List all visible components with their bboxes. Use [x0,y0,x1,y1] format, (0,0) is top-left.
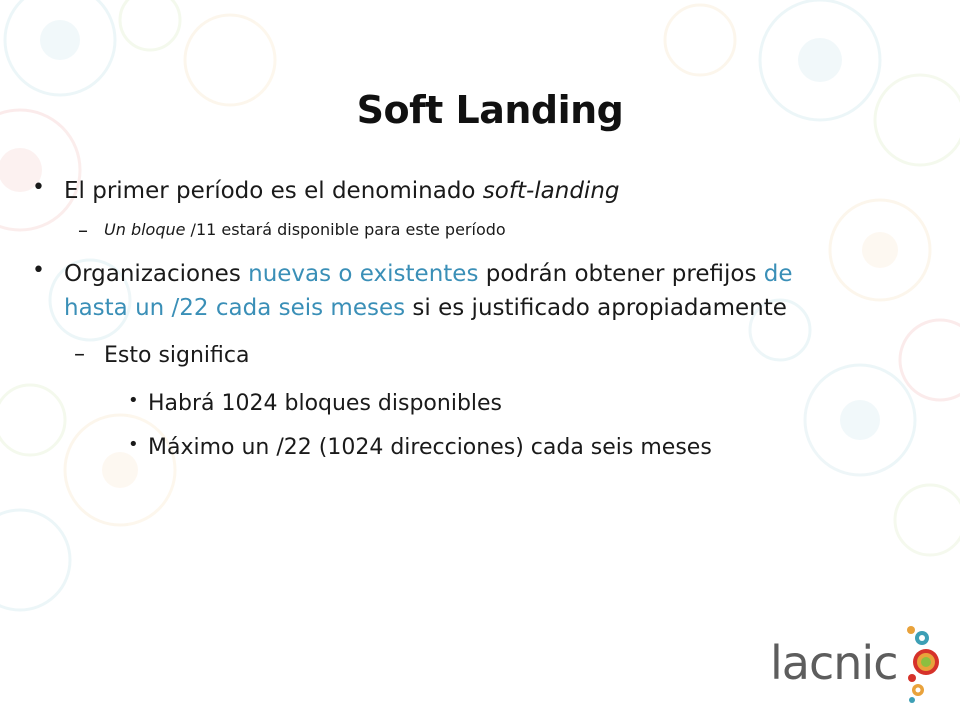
bullet-1 [64,175,620,207]
logo-wordmark: lacnic [770,636,898,690]
dash-marker: – [74,342,85,367]
sub-sub-bullet-1 [148,389,502,419]
bullet-2-part-1: Organizaciones [64,261,249,287]
bullet-2-line-1 [64,258,793,290]
bullet-1-text: El primer período es el denominado [64,178,483,204]
sub-sub-bullet-2-text: Máximo un /22 (1024 direcciones) cada seis meses [148,435,712,460]
bullet-2-line-2 [64,292,787,324]
bullet-2-accent-1: nuevas o existentes [248,261,479,287]
logo-dots-icon [770,618,950,708]
bullet-2-accent-3: hasta un /22 cada seis meses [64,295,406,321]
sub-bullet-1-italic: Un bloque [104,220,186,239]
bullet-2-accent-2: de [763,261,793,287]
bullet-2-part-3: podrán obtener prefijos [478,261,764,287]
slide-title: Soft Landing [356,88,624,132]
bullet-marker: • [32,258,45,283]
bullet-1-italic: soft-landing [482,178,620,204]
sub-bullet-1-text: /11 estará disponible para este período [185,220,506,239]
sub-bullet-2 [104,341,249,371]
bullet-marker: • [128,434,139,455]
sub-sub-bullet-2 [148,433,712,463]
bullet-marker: • [32,175,45,200]
sub-sub-bullet-1-text: Habrá 1024 bloques disponibles [148,391,503,416]
sub-bullet-1 [104,219,506,241]
lacnic-logo [770,618,950,708]
bullet-2-line-2-rest: si es justificado apropiadamente [405,295,787,321]
dash-marker: – [78,218,88,242]
sub-bullet-2-text: Esto significa [104,343,250,368]
bullet-marker: • [128,390,139,411]
